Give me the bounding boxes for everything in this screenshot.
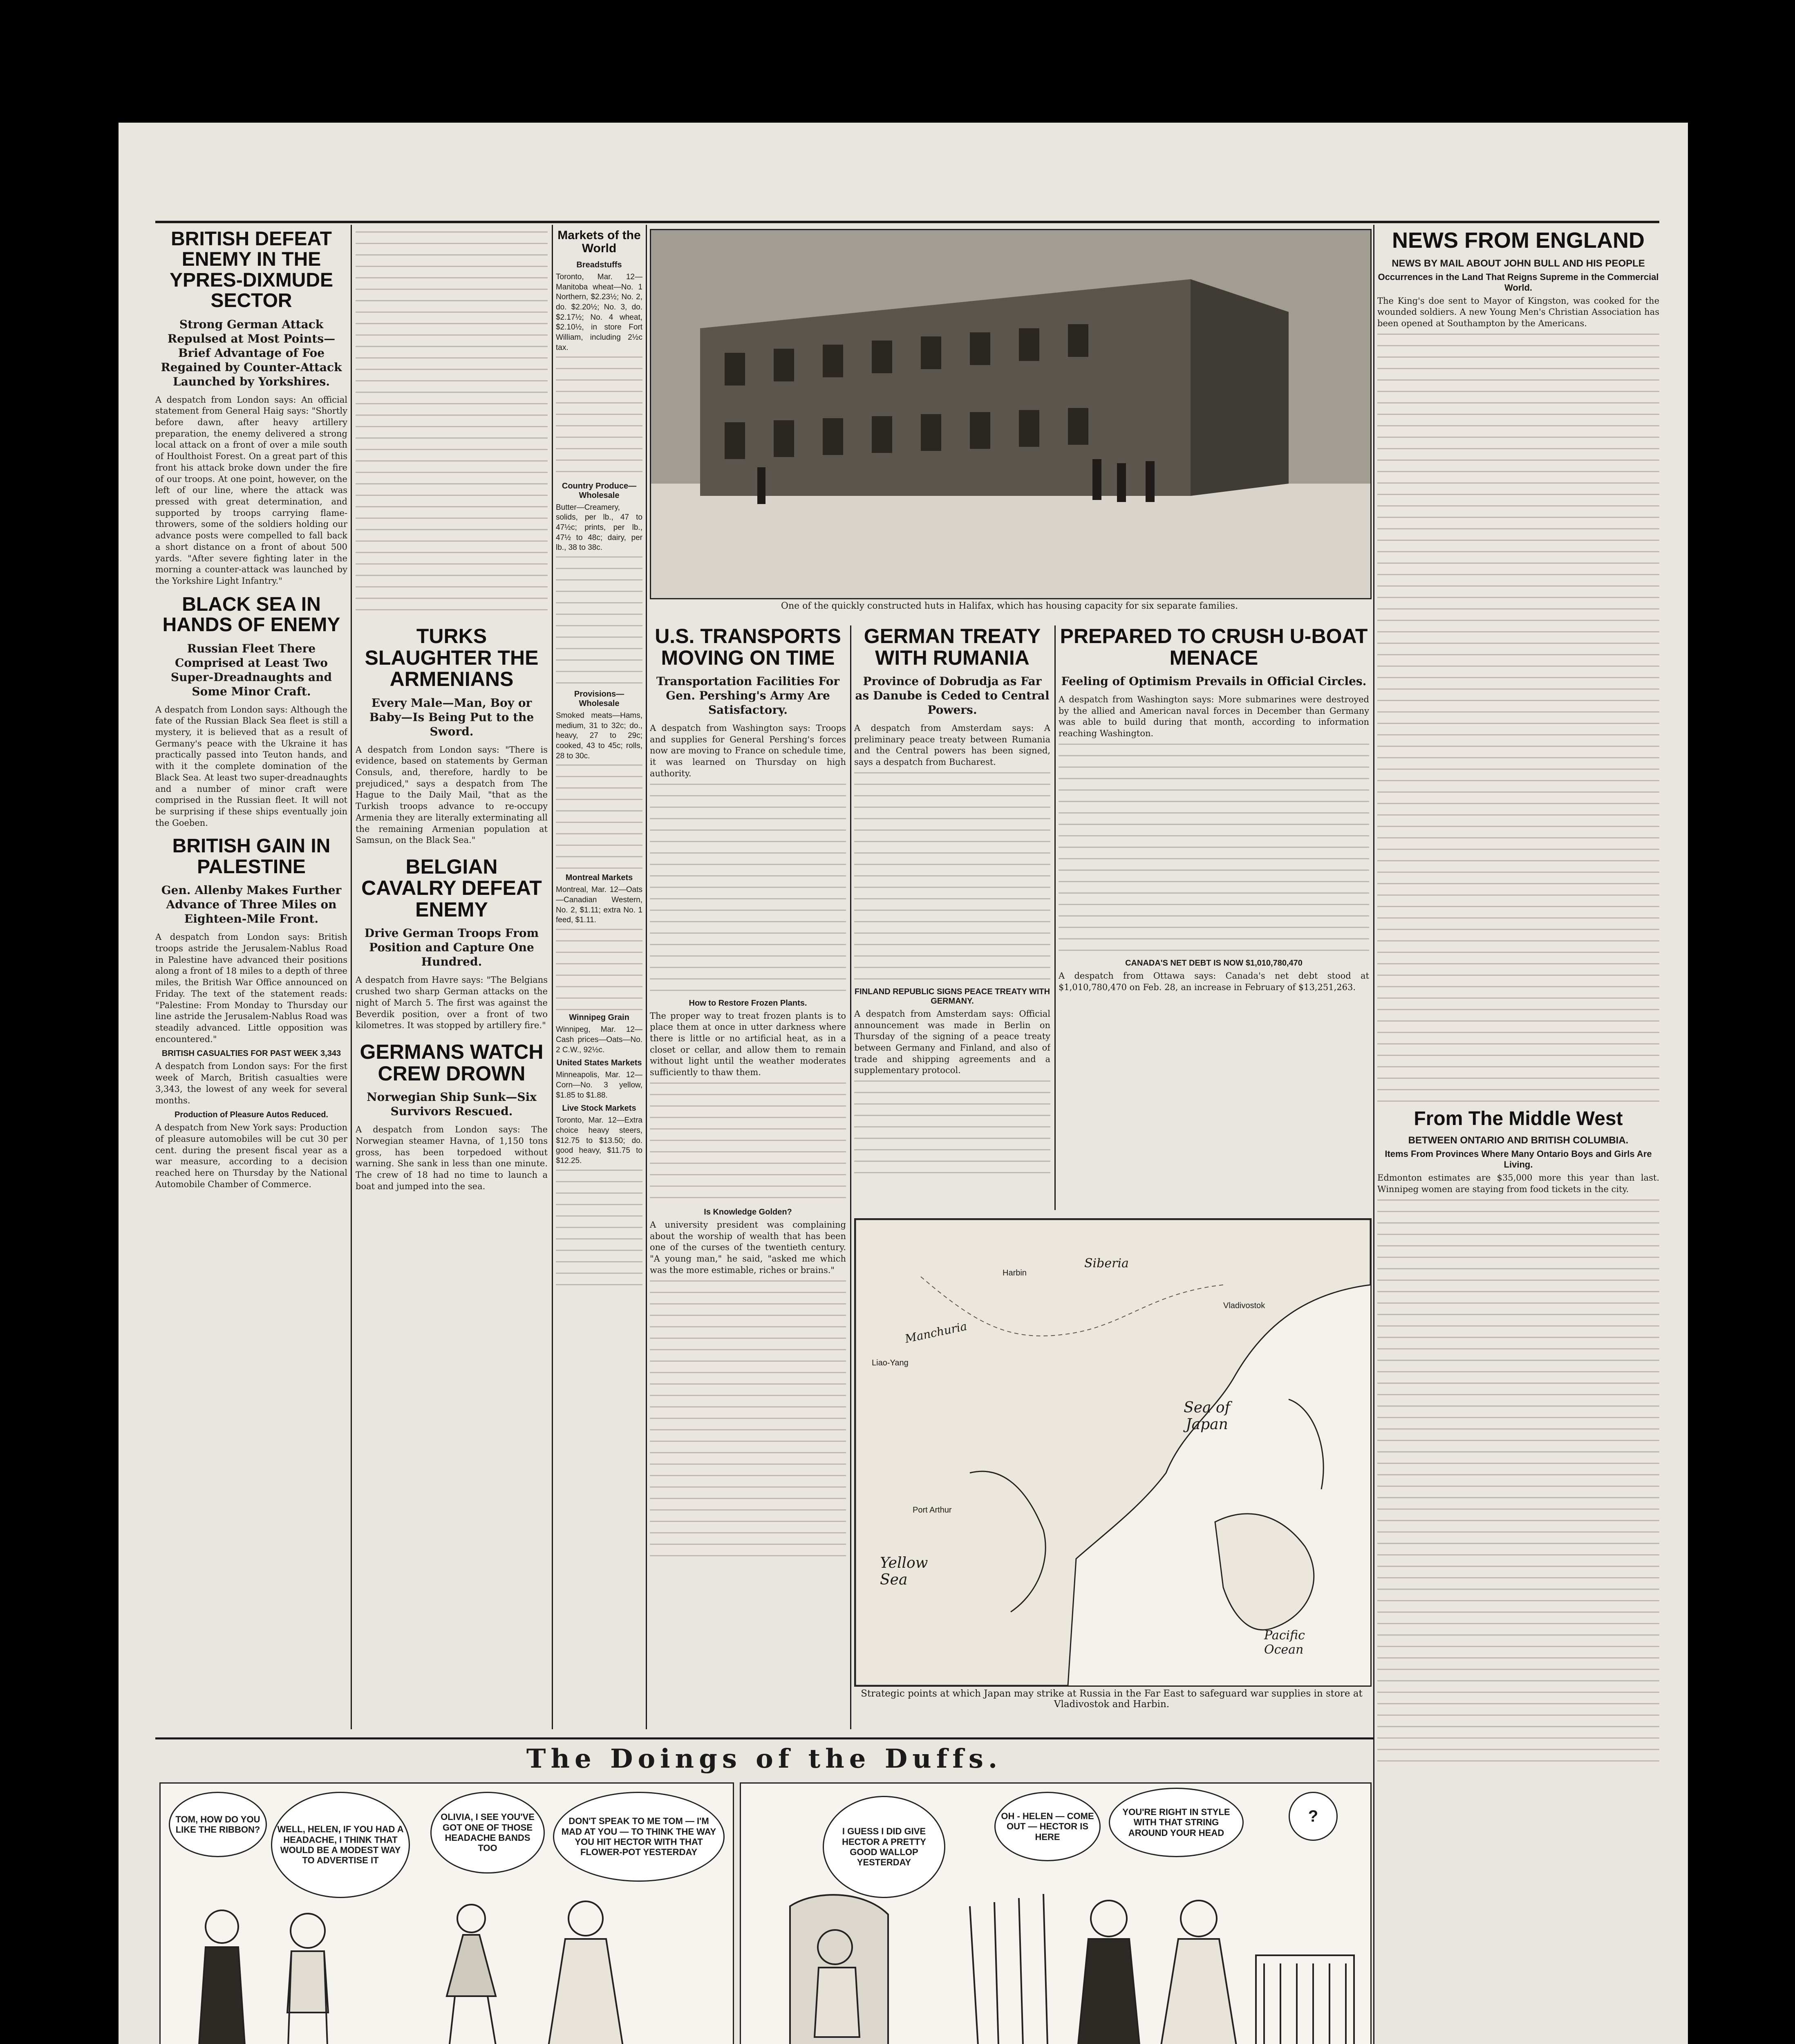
deck: Russian Fleet There Comprised at Least Two Super-Dreadnaughts and Some Minor Craft. [170, 641, 332, 698]
deck: NEWS BY MAIL ABOUT JOHN BULL AND HIS PEOPLE [1392, 258, 1645, 269]
column-rule [1054, 625, 1056, 1210]
headline: GERMANS WATCH CREW DROWN [360, 1040, 544, 1085]
map-label: Harbin [1003, 1269, 1027, 1278]
column-rule [646, 225, 647, 1729]
headline: BRITISH GAIN IN PALESTINE [172, 835, 331, 878]
market-subhead: Breadstuffs [576, 260, 622, 269]
market-subhead: Montreal Markets [565, 873, 633, 883]
subheadline: Is Knowledge Golden? [704, 1207, 792, 1217]
deck: Every Male—Man, Boy or Baby—Is Being Put to the Sword. [369, 696, 534, 738]
text-filler [556, 929, 642, 1011]
comic-top-rule [155, 1737, 1373, 1739]
deck: Feeling of Optimism Prevails in Official Circles. [1061, 675, 1367, 688]
text-filler [356, 231, 548, 612]
text-filler [650, 1083, 846, 1205]
column-3-markets [556, 229, 642, 1733]
text-filler [556, 764, 642, 871]
text-filler [650, 1280, 846, 1567]
comic-title: The Doings of the Duffs. [526, 1744, 1003, 1774]
headline: GERMAN TREATY WITH RUMANIA [864, 625, 1041, 669]
article-body: A despatch from London says: The Norwegian steamer Havna, of 1,150 tons gross, has been torpedoed without warning. She sank in less than one minute. The crew of 18 had no time to launch a boat and jumped into the sea. [356, 1125, 548, 1191]
article-body: The King's doe sent to Mayor of Kingston, was cooked for the wounded soldiers. A new Young Men's Christian Association has been opened at Southampton by the Americans. [1377, 296, 1659, 329]
headline: NEWS FROM ENGLAND [1392, 229, 1645, 253]
column-rule [552, 225, 553, 1729]
subheadline: BRITISH CASUALTIES FOR PAST WEEK 3,343 [161, 1049, 341, 1058]
deck: Strong German Attack Repulsed at Most Points—Brief Advantage of Foe Regained by Counter-Attack Launched by Yorkshires. [161, 317, 342, 388]
article-body: A despatch from London says: For the first week of March, British casualties were 3,343, the lowest of any week for several months. [155, 1061, 347, 1105]
speech-bubble: YOU'RE RIGHT IN STYLE WITH THAT STRING AROUND YOUR HEAD [1109, 1788, 1244, 1857]
market-subhead: Live Stock Markets [562, 1104, 636, 1113]
market-text: Smoked meats—Hams, medium, 31 to 32c; do., heavy, 27 to 29c; cooked, 43 to 45c; rolls, 28 to 30c. [556, 711, 642, 760]
market-subhead: Provisions—Wholesale [574, 689, 624, 708]
building-illustration [651, 230, 1370, 598]
article-body: A despatch from Ottawa says: Canada's net debt stood at $1,010,780,470 on Feb. 28, an increase in February of $13,251,263. [1059, 970, 1369, 992]
markets-title: Markets of the World [557, 229, 641, 255]
article-body: A despatch from London says: Although the fate of the Russian Black Sea fleet is still a mystery, it is believed that as a result of Germany's peace with the Ukraine it has practically passed into Teuton hands, and with it the complete domination of the Black Sea. At least two super-dreadnaughts and a number of minor craft were comprised in the Russian fleet. It will not be surprising if these ships eventually join the Goeben. [155, 704, 347, 828]
column-1 [155, 229, 347, 1733]
article-body: A despatch from Havre says: "The Belgians crushed two sharp German attacks on the night of March 5. The first was against the Beverdik position, over a front of two kilometres. It was stopped by artillery fire." [356, 975, 548, 1031]
text-filler [650, 784, 846, 996]
map-label: Sea of Japan [1184, 1399, 1230, 1433]
speech-bubble: ? [1289, 1792, 1338, 1841]
article-body: A despatch from Washington says: More submarines were destroyed by the allied and American naval forces in December than Germany was able to build during that month, according to information reaching Washington. [1059, 695, 1369, 739]
speech-bubble: TOM, HOW DO YOU LIKE THE RIBBON? [169, 1792, 267, 1857]
market-text: Toronto, Mar. 12—Extra choice heavy steers, $12.75 to $13.50; do. good heavy, $11.75 to $12.25. [556, 1116, 642, 1165]
map-label: Yellow Sea [880, 1555, 928, 1588]
speech-bubble: WELL, HELEN, IF YOU HAD A HEADACHE, I THINK THAT WOULD BE A MODEST WAY TO ADVERTISE IT [271, 1792, 410, 1898]
comic-panel-2 [740, 1782, 1372, 2044]
far-east-map [854, 1218, 1372, 1687]
deck: Province of Dobrudja as Far as Danube is Ceded to Central Powers. [855, 675, 1050, 717]
text-filler [854, 772, 1050, 985]
article-body: A despatch from London says: British troops astride the Jerusalem-Nablus Road in Palestine have advanced their positions along a front of 18 miles to a depth of three miles, the British War Office announced on Friday. The text of the statement reads: "Palestine: From Monday to Thursday our line astride the Jerusalem-Nablus Road was steadily advanced. Little opposition was encountered." [155, 932, 347, 1044]
column-4 [650, 625, 846, 1729]
map-drawing [855, 1219, 1370, 1685]
article-body: A despatch from London says: An official statement from General Haig says: "Shortly before dawn, after heavy artillery preparation, the enemy delivered a strong local attack on a front of over a mile south of Houlthoist Forest. On a great part of this front his attack broke down under the fire of our troops. At one point, however, on the left of our line, where the attack was pressed with great determination, and supported by troops carrying flame-throwers, some of the soldiers holding our advance posts were compelled to fall back a short distance on a front of about 500 yards. "After severe fighting later in the morning a counter-attack was launched by the Yorkshire Light Infantry." [155, 394, 347, 586]
speech-bubble: DON'T SPEAK TO ME TOM — I'M MAD AT YOU — TO THINK THE WAY YOU HIT HECTOR WITH THAT FLOWER-POT YESTERDAY [553, 1792, 725, 1882]
map-caption: Strategic points at which Japan may strike at Russia in the Far East to safeguard war supplies in store at Vladivostok and Harbin. [861, 1688, 1363, 1710]
column-6 [1059, 625, 1369, 1210]
halifax-huts-photo [650, 229, 1372, 599]
market-text: Minneapolis, Mar. 12—Corn—No. 3 yellow, $1.85 to $1.88. [556, 1071, 642, 1100]
comic-panel-1 [159, 1782, 734, 2044]
map-label: Manchuria [904, 1319, 968, 1346]
map-label: Liao-Yang [872, 1358, 909, 1367]
subheadline: How to Restore Frozen Plants. [689, 998, 807, 1008]
article-body: A despatch from Amsterdam says: A preliminary peace treaty between Rumania and the Central powers has been signed, says a despatch from Bucharest. [854, 723, 1050, 767]
subheadline: FINLAND REPUBLIC SIGNS PEACE TREATY WITH GERMANY. [854, 987, 1050, 1006]
headline: U.S. TRANSPORTS MOVING ON TIME [655, 625, 841, 669]
top-rule [155, 221, 1659, 223]
speech-bubble: OLIVIA, I SEE YOU'VE GOT ONE OF THOSE HEADACHE BANDS TOO [430, 1792, 545, 1874]
map-label: Siberia [1084, 1256, 1129, 1271]
market-text: Montreal, Mar. 12—Oats—Canadian Western, No. 2, $1.11; extra No. 1 feed, $1.11. [556, 885, 642, 925]
map-label: Vladivostok [1223, 1301, 1265, 1310]
text-filler [556, 1170, 642, 1292]
headline: From The Middle West [1414, 1107, 1623, 1130]
column-rule [850, 625, 851, 1729]
deck: Gen. Allenby Makes Further Advance of Three Miles on Eighteen-Mile Front. [161, 883, 342, 926]
headline: PREPARED TO CRUSH U-BOAT MENACE [1060, 625, 1368, 669]
map-label: Port Arthur [913, 1506, 952, 1515]
column-rule [1373, 225, 1374, 2044]
deck: Drive German Troops From Position and Capture One Hundred. [364, 926, 539, 969]
text-filler [1059, 744, 1369, 956]
column-5 [854, 625, 1050, 1210]
market-subhead: Winnipeg Grain [569, 1013, 629, 1022]
subheadline: Production of Pleasure Autos Reduced. [175, 1110, 328, 1120]
column-2 [356, 625, 548, 1729]
article-body: A university president was complaining about the worship of wealth that has been one of the curses of the twentieth century. "A young man," he said, "asked me which was the more estimable, riches or brains." [650, 1219, 846, 1275]
subheadline: Occurrences in the Land That Reigns Supreme in the Commercial World. [1378, 271, 1659, 293]
market-subhead: Country Produce—Wholesale [562, 481, 637, 500]
map-label: Pacific Ocean [1264, 1628, 1305, 1657]
subheadline: Items From Provinces Where Many Ontario Boys and Girls Are Living. [1385, 1149, 1652, 1170]
speech-bubble: I GUESS I DID GIVE HECTOR A PRETTY GOOD WALLOP YESTERDAY [823, 1796, 945, 1898]
article-body: A despatch from London says: "There is evidence, based on statements by German Consuls, and, therefore, hardly to be prejudiced," says a despatch from The Hague to the Daily Mail, "that as the Turkish troops advance to re-occupy Armenia they are literally exterminating all the remaining Armenian population at Samsun, on the Black Sea." [356, 744, 548, 845]
article-body: The proper way to treat frozen plants is to place them at once in utter darkness where there is little or no artificial heat, as in a closet or cellar, and allow them to remain without light until the weather moderates sufficiently to thaw them. [650, 1011, 846, 1078]
article-body: A despatch from New York says: Production of pleasure automobiles will be cut 30 per cent. during the present fiscal year as a war measure, according to a decision reached here on Thursday by the National Automobile Chamber of Commerce. [155, 1123, 347, 1189]
column-2-upper [356, 229, 548, 617]
headline: BLACK SEA IN HANDS OF ENEMY [162, 593, 340, 636]
text-filler [556, 356, 642, 479]
deck: Norwegian Ship Sunk—Six Survivors Rescued. [367, 1090, 537, 1118]
column-7 [1377, 229, 1659, 2044]
newspaper-page [119, 123, 1688, 2044]
text-filler [1377, 334, 1659, 1102]
headline: TURKS SLAUGHTER THE ARMENIANS [365, 625, 539, 690]
market-text: Butter—Creamery, solids, per lb., 47 to 47½c; prints, per lb., 47½ to 48c; dairy, per lb., 38 to 38c. [556, 503, 642, 552]
article-body: A despatch from Washington says: Troops and supplies for General Pershing's forces now are moving to France on schedule time, it was learned on Thursday on high authority. [650, 723, 846, 778]
speech-bubble: OH - HELEN — COME OUT — HECTOR IS HERE [994, 1792, 1101, 1861]
text-filler [556, 556, 642, 687]
deck: Transportation Facilities For Gen. Pershing's Army Are Satisfactory. [656, 675, 840, 717]
text-filler [854, 1080, 1050, 1179]
column-rule [351, 225, 352, 1729]
photo-caption: One of the quickly constructed huts in Halifax, which has housing capacity for six separate families. [781, 601, 1238, 611]
headline: BELGIAN CAVALRY DEFEAT ENEMY [361, 855, 542, 921]
article-body: A despatch from Amsterdam says: Official announcement was made in Berlin on Thursday of the signing of a peace treaty between Germany and Finland, and also of trade and shipping agreements and a supplementary protocol. [854, 1009, 1050, 1076]
text-filler [1377, 1199, 1659, 1772]
headline: BRITISH DEFEAT ENEMY IN THE YPRES-DIXMUDE SECTOR [169, 229, 333, 312]
market-text: Winnipeg, Mar. 12—Cash prices—Oats—No. 2 C.W., 92½c. [556, 1025, 642, 1054]
article-body: Edmonton estimates are $35,000 more this year than last. Winnipeg women are staying from food tickets in the city. [1377, 1173, 1659, 1194]
market-text: Toronto, Mar. 12—Manitoba wheat—No. 1 Northern, $2.23½; No. 2, do. $2.20½; No. 3, do. $2.17½; No. 4 wheat, $2.10½, in store Fort William, including 2½c tax. [556, 273, 642, 352]
market-subhead: United States Markets [556, 1058, 642, 1068]
deck: BETWEEN ONTARIO AND BRITISH COLUMBIA. [1408, 1135, 1629, 1146]
subheadline: CANADA'S NET DEBT IS NOW $1,010,780,470 [1125, 958, 1303, 968]
